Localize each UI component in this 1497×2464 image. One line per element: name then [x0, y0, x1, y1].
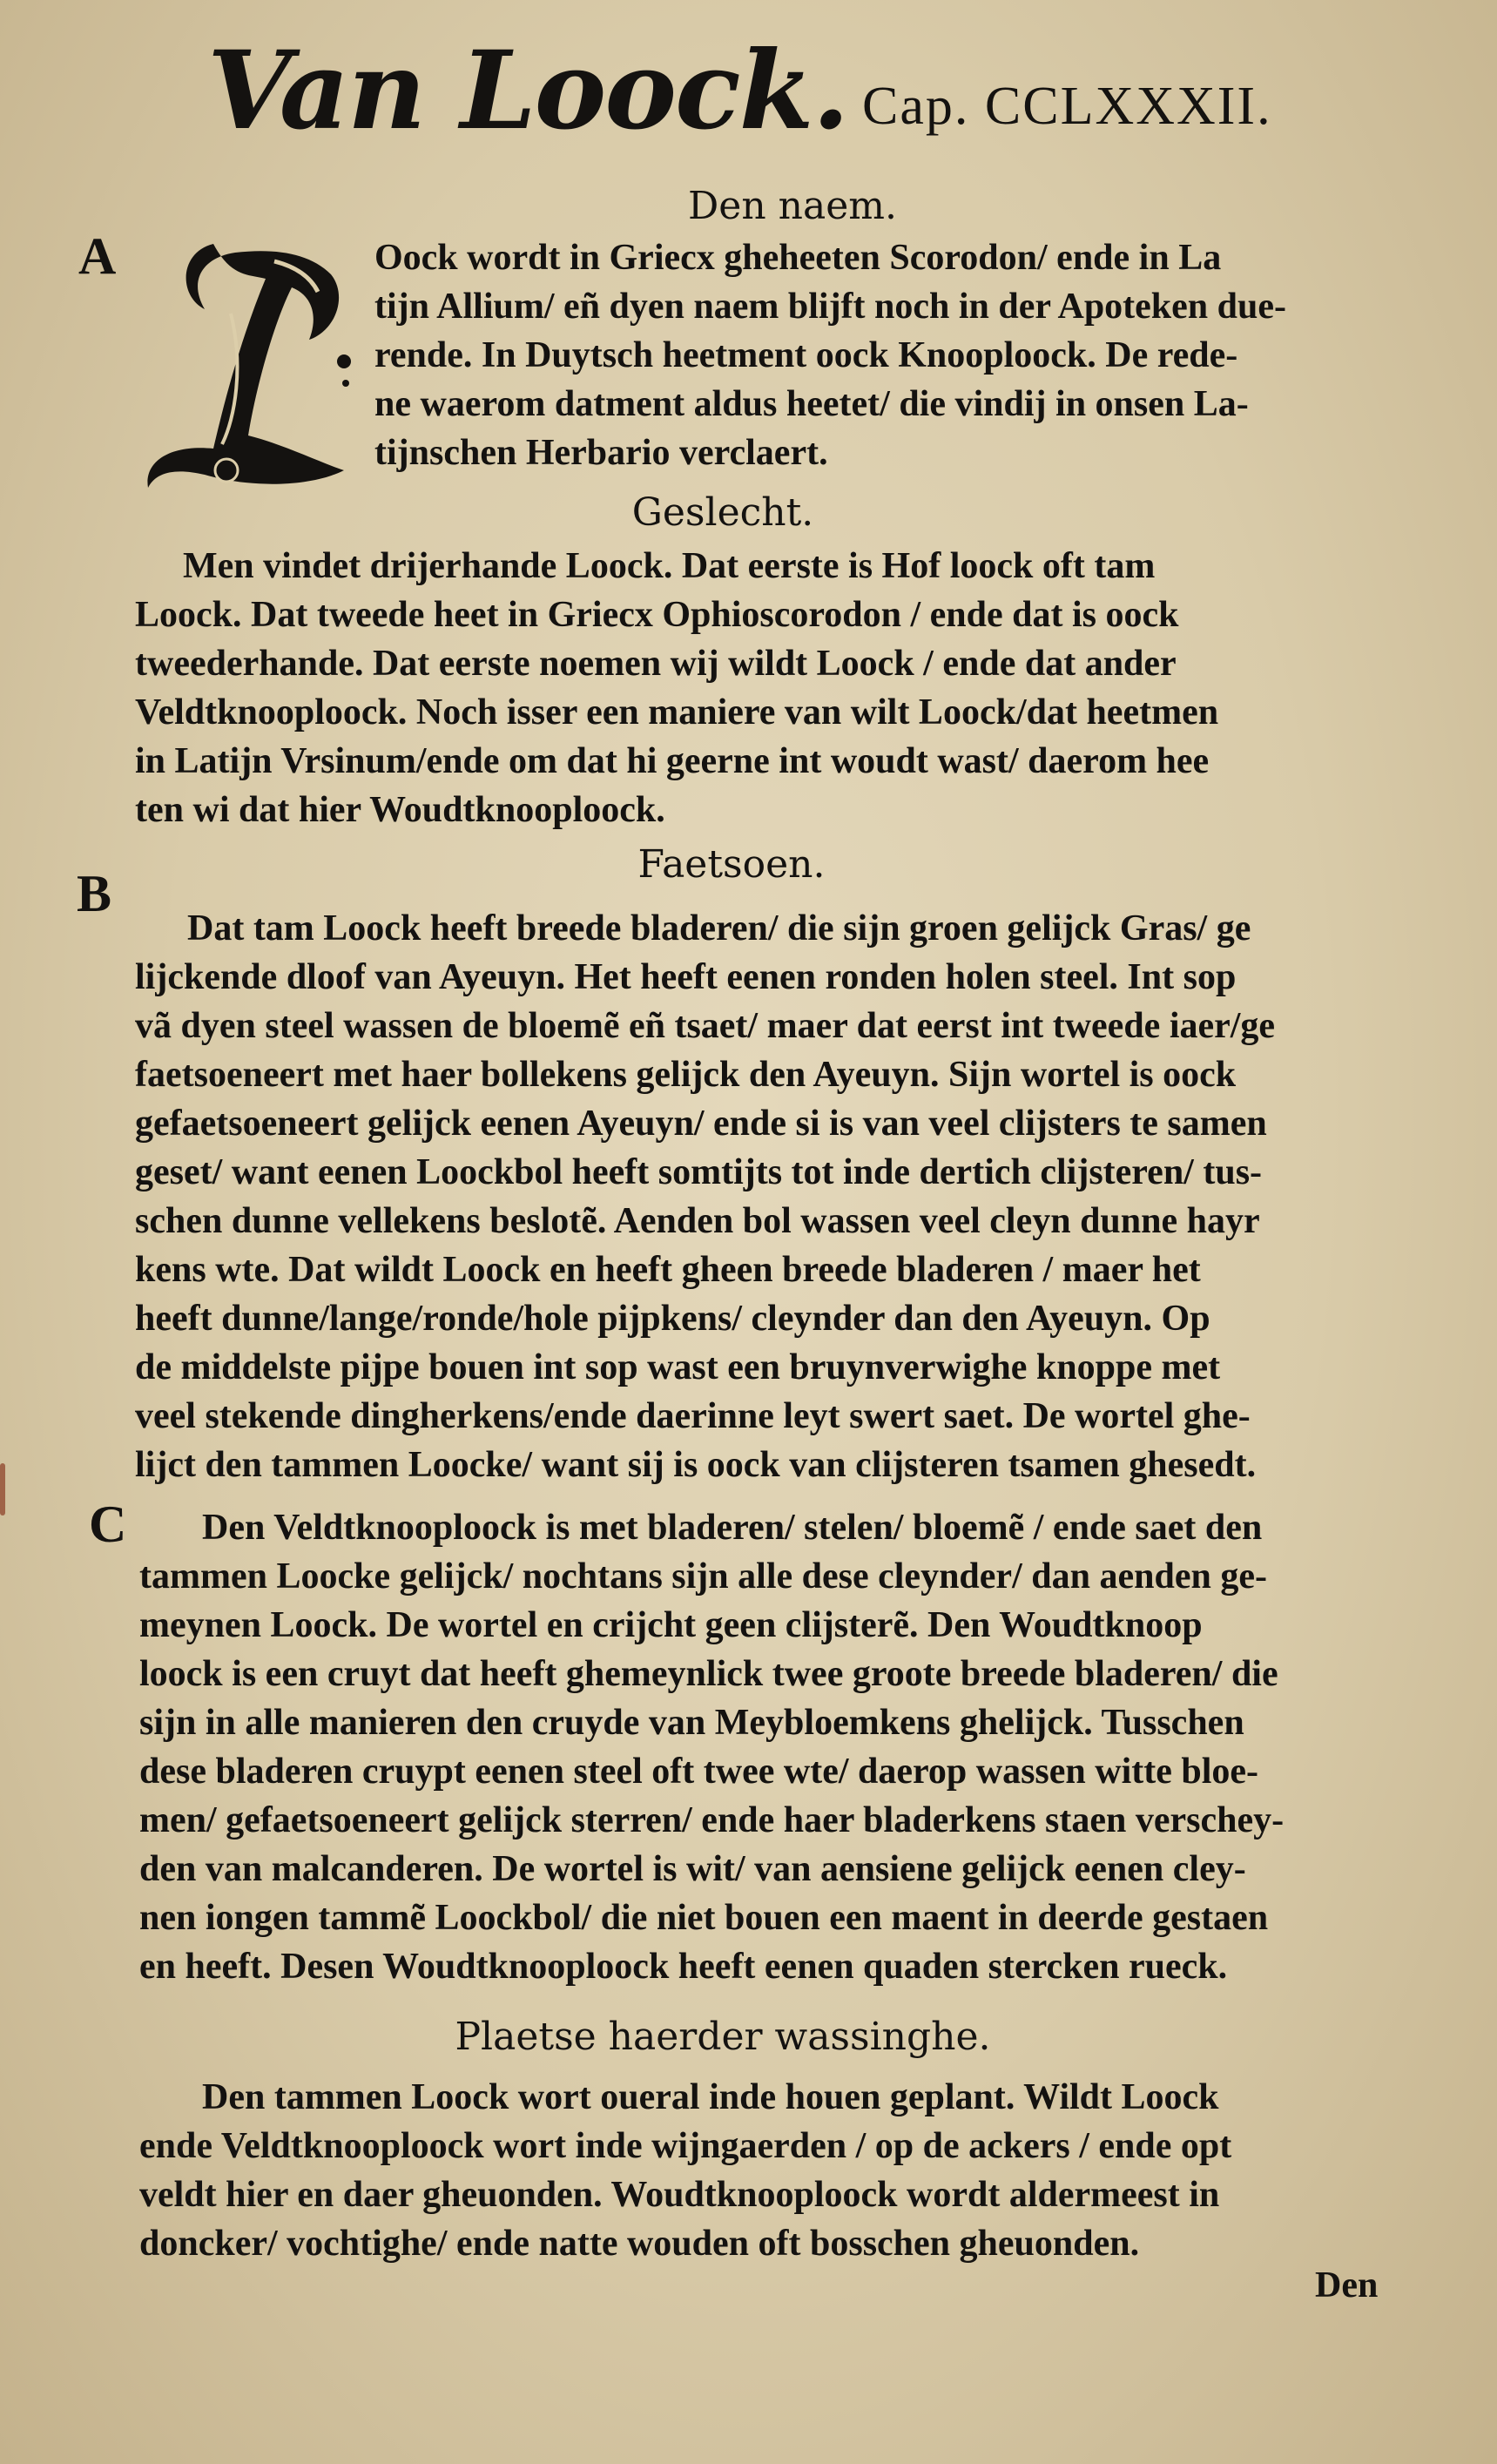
- text-line: ten wi dat hier Woudtknooploock.: [135, 790, 665, 830]
- text-line: ne waerom datment aldus heetet/ die vindij in onsen La-: [374, 384, 1249, 424]
- text-line: lijct den tammen Loocke/ want sij is oock van clijsteren tsamen ghesedt.: [135, 1445, 1257, 1485]
- text-line: tijn Allium/ eñ dyen naem blijft noch in der Apoteken due-: [374, 287, 1287, 327]
- text-line: veldt hier en daer gheuonden. Woudtknooploock wordt aldermeest in: [139, 2175, 1220, 2215]
- text-line: Den tammen Loock wort oueral inde houen geplant. Wildt Loock: [202, 2077, 1219, 2117]
- text-line: en heeft. Desen Woudtknooploock heeft eenen quaden stercken rueck.: [139, 1947, 1228, 1987]
- text-line: tammen Loocke gelijck/ nochtans sijn alle dese cleynder/ dan aenden ge-: [139, 1556, 1267, 1597]
- text-line: veel stekende dingherkens/ende daerinne leyt swert saet. De wortel ghe-: [135, 1396, 1251, 1436]
- text-line: kens wte. Dat wildt Loock en heeft gheen breede bladeren / maer het: [135, 1250, 1201, 1290]
- initial-l-ornament: [144, 226, 370, 496]
- text-line: men/ gefaetsoeneert gelijck sterren/ ende haer bladerkens staen verschey-: [139, 1800, 1285, 1840]
- text-line: Loock. Dat tweede heet in Griecx Ophioscorodon / ende dat is oock: [135, 595, 1179, 635]
- text-line: geset/ want eenen Loockbol heeft somtijts tot inde dertich clijsteren/ tus-: [135, 1152, 1263, 1192]
- text-line: lijckende dloof van Ayeuyn. Het heeft eenen ronden holen steel. Int sop: [135, 957, 1237, 997]
- text-line: Den Veldtknooploock is met bladeren/ stelen/ bloemẽ / ende saet den: [202, 1508, 1263, 1548]
- text-line: tijnschen Herbario verclaert.: [374, 433, 828, 473]
- catchword: Den: [1315, 2265, 1379, 2305]
- heading-geslecht: Geslecht.: [631, 490, 814, 535]
- text-line: Veldtknooploock. Noch isser een maniere van wilt Loock/dat heetmen: [135, 692, 1219, 732]
- heading-naem: Den naem.: [688, 184, 897, 228]
- text-line: in Latijn Vrsinum/ende om dat hi geerne int woudt wast/ daerom hee: [135, 741, 1210, 781]
- text-line: sijn in alle manieren den cruyde van Meybloemkens ghelijck. Tusschen: [139, 1703, 1244, 1743]
- text-line: nen iongen tammẽ Loockbol/ die niet bouen een maent in deerde gestaen: [139, 1898, 1269, 1938]
- running-title: Van Loock.: [207, 28, 848, 154]
- text-line: ende Veldtknooploock wort inde wijngaerden / op de ackers / ende opt: [139, 2126, 1232, 2166]
- decorated-initial-l: [144, 226, 370, 496]
- text-line: faetsoeneert met haer bollekens gelijck den Ayeuyn. Sijn wortel is oock: [135, 1055, 1237, 1095]
- heading-plaetse: Plaetse haerder wassinghe.: [455, 2015, 991, 2059]
- text-line: Oock wordt in Griecx gheheeten Scorodon/ ende in La: [374, 238, 1222, 278]
- text-line: Dat tam Loock heeft breede bladeren/ die sijn groen gelijck Gras/ ge: [187, 908, 1251, 948]
- text-line: meynen Loock. De wortel en crijcht geen clijsterẽ. Den Woudtknoop: [139, 1605, 1203, 1645]
- text-line: dese bladeren cruypt eenen steel oft twee wte/ daerop wassen witte bloe-: [139, 1752, 1259, 1792]
- text-line: loock is een cruyt dat heeft ghemeynlick twee groote breede bladeren/ die: [139, 1654, 1278, 1694]
- margin-letter-b: B: [77, 865, 112, 922]
- page-edge-stain: [0, 1463, 5, 1516]
- text-line: heeft dunne/lange/ronde/hole pijpkens/ cleynder dan den Ayeuyn. Op: [135, 1299, 1210, 1339]
- text-line: den van malcanderen. De wortel is wit/ van aensiene gelijck eenen cley-: [139, 1849, 1246, 1889]
- text-line: schen dunne vellekens beslotẽ. Aenden bol wassen veel cleyn dunne hayr: [135, 1201, 1260, 1241]
- text-line: Men vindet drijerhande Loock. Dat eerste is Hof loock oft tam: [183, 546, 1156, 586]
- text-line: rende. In Duytsch heetment oock Knooploock. De rede-: [374, 335, 1238, 375]
- text-line: tweederhande. Dat eerste noemen wij wildt Loock / ende dat ander: [135, 644, 1177, 684]
- text-line: doncker/ vochtighe/ ende natte wouden oft bosschen gheuonden.: [139, 2224, 1140, 2264]
- margin-letter-a: A: [78, 227, 117, 285]
- text-line: de middelste pijpe bouen int sop wast een bruynverwighe knoppe met: [135, 1347, 1221, 1387]
- heading-faetsoen: Faetsoen.: [637, 842, 826, 887]
- text-line: gefaetsoeneert gelijck eenen Ayeuyn/ ende si is van veel clijsters te samen: [135, 1104, 1267, 1144]
- margin-letter-c: C: [89, 1495, 127, 1553]
- text-line: vã dyen steel wassen de bloemẽ eñ tsaet/ maer dat eerst int tweede iaer/ge: [135, 1006, 1276, 1046]
- page-header: [207, 26, 1339, 174]
- chapter-number: Cap. CCLXXXII.: [862, 77, 1272, 136]
